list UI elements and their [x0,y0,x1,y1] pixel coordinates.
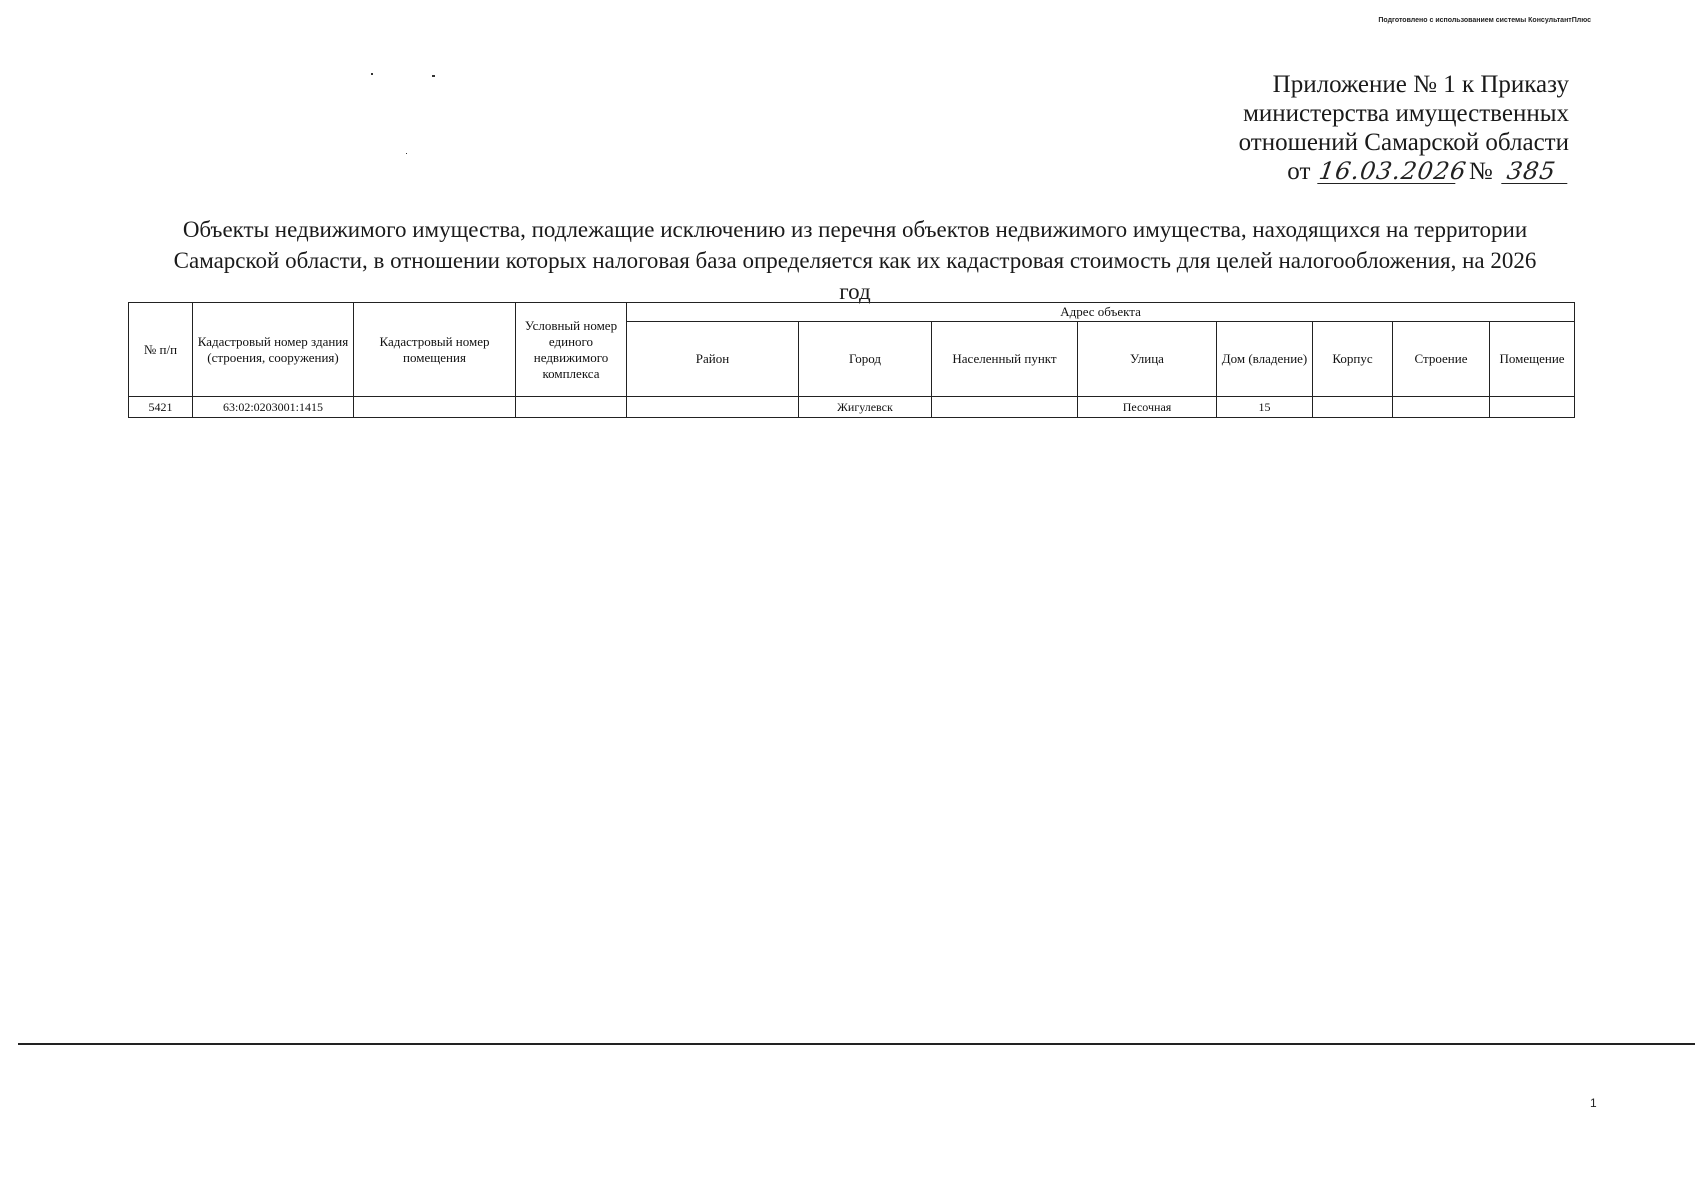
header-conditional-number: Условный номер единого недвижимого комплекса [516,303,627,397]
appendix-line-3: отношений Самарской области [1238,129,1569,156]
cell-city: Жигулевск [799,397,932,418]
cell-structure [1393,397,1490,418]
footer-divider [18,1043,1695,1045]
order-number: 385 [1501,159,1571,184]
header-premise-cadastral: Кадастровый номер помещения [354,303,516,397]
page-number: 1 [1590,1096,1597,1110]
cell-locality [932,397,1078,418]
header-street: Улица [1078,322,1217,397]
property-table [128,302,1575,418]
header-address-group: Адрес объекта [627,303,1575,322]
appendix-from-label: от [1287,158,1311,185]
header-structure: Строение [1393,322,1490,397]
header-district: Район [627,322,799,397]
table-header-row-1 [129,303,1575,322]
header-locality: Населенный пункт [932,322,1078,397]
header-premise: Помещение [1490,322,1575,397]
appendix-line-4 [1239,157,1569,186]
cell-premise [1490,397,1575,418]
source-note: Подготовлено с использованием системы КонсультантПлюс [1378,17,1591,24]
cell-street: Песочная [1078,397,1217,418]
header-city: Город [799,322,932,397]
cell-house: 15 [1217,397,1313,418]
cell-conditional-number [516,397,627,418]
cell-building-cadastral: 63:02:0203001:1415 [193,397,354,418]
order-date: 16.03.2026 [1316,157,1469,185]
document-title: Объекты недвижимого имущества, подлежащие исключению из перечня объектов недвижимого имущества, находящихся на территории Самарской области, в отношении которых налоговая база определяется как их кадастровая стоимость для целей налогообложения, на 2026 год [173,217,1537,304]
cell-num: 5421 [129,397,193,418]
cell-premise-cadastral [354,397,516,418]
cell-district [627,397,799,418]
header-house: Дом (владение) [1217,322,1313,397]
cell-block [1313,397,1393,418]
header-building-cadastral: Кадастровый номер здания (строения, сооружения) [193,303,354,397]
appendix-number-label: № [1468,158,1493,185]
appendix-line-1: Приложение № 1 к Приказу [1272,71,1569,98]
header-num: № п/п [129,303,193,397]
appendix-header [1239,70,1569,186]
header-block: Корпус [1313,322,1393,397]
appendix-line-2: министерства имущественных [1243,100,1569,127]
table-row [129,397,1575,418]
